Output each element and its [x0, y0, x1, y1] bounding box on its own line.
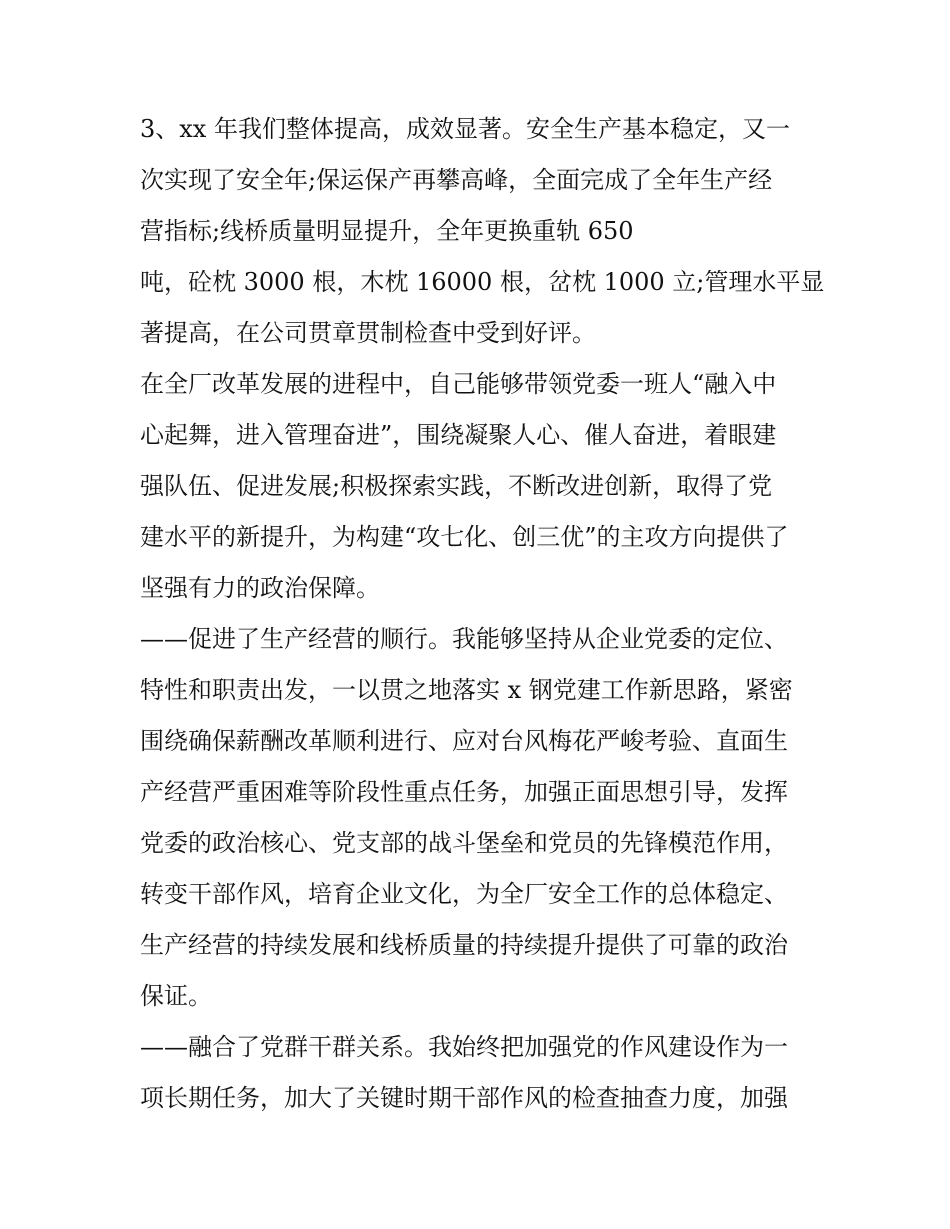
text-line: 转变干部作风，培育企业文化，为全厂安全工作的总体稳定、: [140, 880, 788, 908]
text-line: 次实现了安全年;保运保产再攀高峰，全面完成了全年生产经: [140, 166, 773, 194]
text-line: 著提高，在公司贯章贯制检查中受到好评。: [140, 319, 596, 347]
text-line: 吨，砼枕 3000 根，木枕 16000 根，岔枕 1000 立;管理水平显: [140, 268, 825, 296]
text-line: 保证。: [140, 982, 212, 1010]
text-line: 3、xx 年我们整体提高，成效显著。安全生产基本稳定，又一: [140, 115, 790, 143]
text-line: 党委的政治核心、党支部的战斗堡垒和党员的先锋模范作用，: [140, 829, 788, 857]
text-line: 项长期任务，加大了关键时期干部作风的检查抽查力度，加强: [140, 1084, 788, 1112]
text-line: 心起舞，进入管理奋进”，围绕凝聚人心、催人奋进，着眼建: [140, 421, 777, 449]
text-line: 产经营严重困难等阶段性重点任务，加强正面思想引导，发挥: [140, 778, 788, 806]
text-line: 围绕确保薪酬改革顺利进行、应对台风梅花严峻考验、直面生: [140, 727, 788, 755]
text-line: 特性和职责出发，一以贯之地落实 x 钢党建工作新思路，紧密: [140, 676, 793, 704]
text-line: 生产经营的持续发展和线桥质量的持续提升提供了可靠的政治: [140, 931, 788, 959]
document-body: [140, 104, 825, 1124]
text-line: 营指标;线桥质量明显提升，全年更换重轨 650: [140, 217, 634, 245]
text-line: ——促进了生产经营的顺行。我能够坚持从企业党委的定位、: [140, 625, 788, 653]
text-line: 在全厂改革发展的进程中，自己能够带领党委一班人“融入中: [140, 370, 777, 398]
text-line: 建水平的新提升，为构建“攻七化、创三优”的主攻方向提供了: [140, 523, 789, 551]
text-line: 坚强有力的政治保障。: [140, 574, 380, 602]
text-line: ——融合了党群干群关系。我始终把加强党的作风建设作为一: [140, 1033, 788, 1061]
text-line: 强队伍、促进发展;积极探索实践，不断改进创新，取得了党: [140, 472, 773, 500]
